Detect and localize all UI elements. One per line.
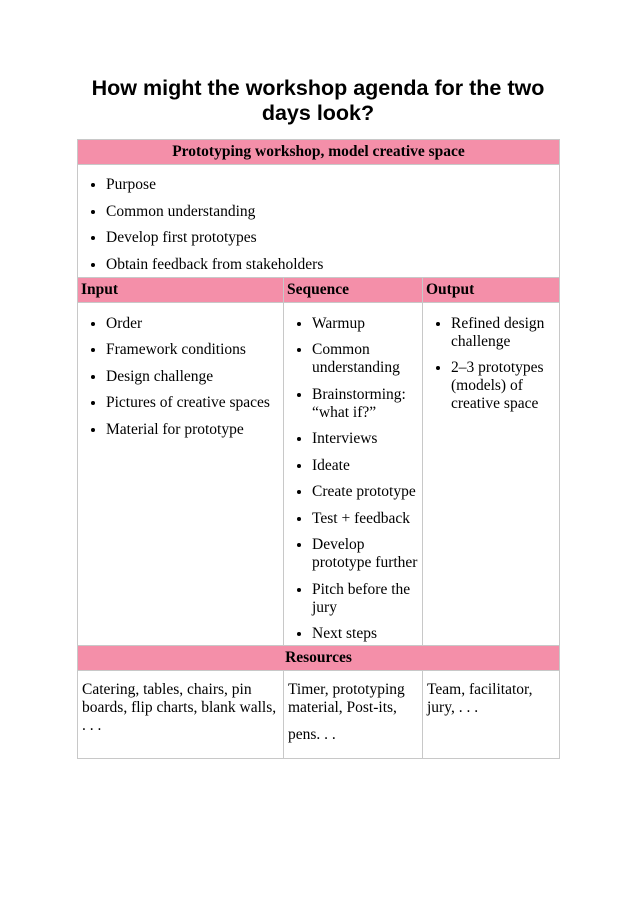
list-item: • Refined design challenge <box>451 315 555 351</box>
list-item: • Next steps <box>312 625 418 643</box>
input-cell <box>78 302 284 646</box>
resources-cell-3 <box>423 671 560 759</box>
column-header-sequence: Sequence <box>284 277 423 302</box>
resources-text-3: Team, facilitator, jury, . . . <box>427 681 533 716</box>
table-header-text: Prototyping workshop, model creative space <box>172 143 465 160</box>
list-item: • Common understanding <box>106 203 555 221</box>
agenda-table <box>77 139 560 759</box>
list-item: • Material for prototype <box>106 421 279 439</box>
sequence-list <box>284 303 422 646</box>
resources-cell-1 <box>78 671 284 759</box>
input-list <box>78 303 283 441</box>
resources-text-2b: pens. . . <box>288 726 336 743</box>
resources-text-2a: Timer, prototyping material, Post-its, <box>288 681 405 716</box>
column-header-input: Input <box>78 277 284 302</box>
output-list <box>423 303 559 416</box>
purpose-list <box>78 165 559 277</box>
list-item: • Warmup <box>312 315 418 333</box>
list-item: • Framework conditions <box>106 341 279 359</box>
resources-header: Resources <box>78 646 560 671</box>
list-item: • Brainstorming: “what if?” <box>312 386 418 422</box>
column-header-output: Output <box>423 277 560 302</box>
list-item: • Pictures of creative spaces <box>106 394 279 412</box>
list-item: • Create prototype <box>312 483 418 501</box>
list-item: • Develop first prototypes <box>106 229 555 247</box>
list-item: • Purpose <box>106 176 555 194</box>
output-cell <box>423 302 560 646</box>
list-item: • Interviews <box>312 430 418 448</box>
list-item: • Obtain feedback from stakeholders <box>106 256 555 274</box>
resources-text-1: Catering, tables, chairs, pin boards, flip charts, blank walls, . . . <box>82 681 277 734</box>
resources-cell-2 <box>284 671 423 759</box>
list-item: • Test + feedback <box>312 510 418 528</box>
table-header <box>78 140 560 165</box>
list-item: • Ideate <box>312 457 418 475</box>
list-item: • Order <box>106 315 279 333</box>
list-item: • 2–3 prototypes (models) of creative space <box>451 359 555 413</box>
list-item: • Common understanding <box>312 341 418 377</box>
purpose-cell <box>78 165 560 278</box>
list-item: • Design challenge <box>106 368 279 386</box>
list-item: • Develop prototype further <box>312 536 418 572</box>
list-item: • Pitch before the jury <box>312 581 418 617</box>
page-title: How might the workshop agenda for the two days look? <box>91 76 545 125</box>
sequence-cell <box>284 302 423 646</box>
